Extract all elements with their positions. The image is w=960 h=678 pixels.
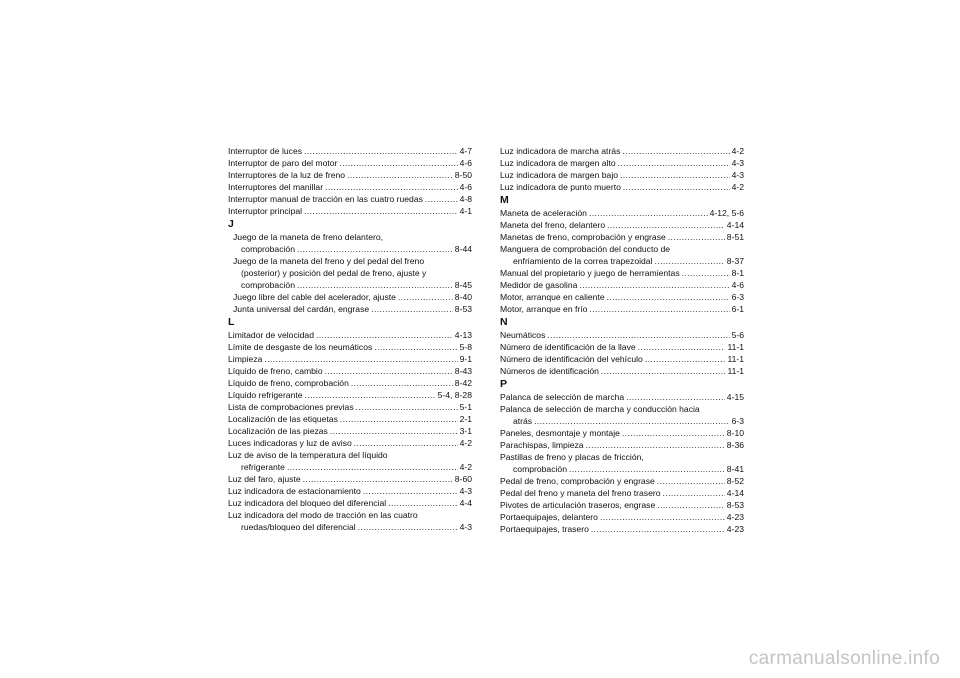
entry-text: Número de identificación de la llave xyxy=(500,342,636,352)
index-entry xyxy=(228,401,472,413)
entry-text: Interruptores de la luz de freno xyxy=(228,170,346,180)
entry-text: Portaequipajes, delantero xyxy=(500,512,598,522)
index-entry xyxy=(228,497,472,509)
dot-leader xyxy=(620,169,730,181)
index-entry xyxy=(500,511,744,523)
entry-page-number: 8-41 xyxy=(726,464,744,474)
dot-leader xyxy=(425,193,458,205)
entry-page-number: 8-52 xyxy=(726,476,744,486)
entry-text: Límite de desgaste de los neumáticos xyxy=(228,342,373,352)
entry-text: Manual del propietario y juego de herramientas xyxy=(500,268,680,278)
dot-leader xyxy=(303,473,453,485)
dot-leader xyxy=(607,291,730,303)
entry-text: Pastillas de freno y placas de fricción, xyxy=(500,452,644,462)
index-entry xyxy=(228,303,472,315)
dot-leader xyxy=(264,353,457,365)
index-entry xyxy=(228,485,472,497)
entry-page-number: 8-43 xyxy=(454,366,472,376)
entry-text: Pedal de freno, comprobación y engrase xyxy=(500,476,655,486)
index-entry xyxy=(500,341,744,353)
entry-text: Junta universal del cardán, engrase xyxy=(233,304,370,314)
index-entry xyxy=(500,267,744,279)
entry-text: Manetas de freno, comprobación y engrase xyxy=(500,232,666,242)
index-entry xyxy=(500,219,744,231)
index-entry xyxy=(500,243,744,267)
entry-page-number: 8-45 xyxy=(454,280,472,290)
index-entry xyxy=(500,329,744,341)
entry-page-number: 4-4 xyxy=(459,498,472,508)
index-entry xyxy=(500,499,744,511)
index-entry xyxy=(228,365,472,377)
index-entry xyxy=(228,389,472,401)
index-entry xyxy=(228,205,472,217)
entry-page-number: 8-36 xyxy=(726,440,744,450)
index-entry xyxy=(228,145,472,157)
index-entry xyxy=(500,475,744,487)
index-entry xyxy=(228,181,472,193)
entry-page-number: 4-2 xyxy=(459,438,472,448)
index-entry xyxy=(228,353,472,365)
index-entry xyxy=(228,425,472,437)
entry-text: Manguera de comprobación del conducto de xyxy=(500,244,671,254)
entry-page-number: 4-1 xyxy=(459,206,472,216)
entry-page-number: 4-8 xyxy=(459,194,472,204)
watermark: carmanualsonline.info xyxy=(748,648,940,669)
dot-leader xyxy=(347,169,453,181)
dot-leader xyxy=(682,267,730,279)
index-column-left xyxy=(228,145,472,533)
entry-page-number: 4-6 xyxy=(459,158,472,168)
dot-leader xyxy=(586,439,725,451)
index-entry xyxy=(228,255,472,291)
dot-leader xyxy=(339,157,457,169)
dot-leader xyxy=(358,521,458,533)
entry-page-number: 4-14 xyxy=(726,220,744,230)
entry-text: comprobación xyxy=(241,280,295,290)
dot-leader xyxy=(645,353,726,365)
entry-text: Interruptor de luces xyxy=(228,146,303,156)
dot-leader xyxy=(589,303,729,315)
entry-text: Interruptor principal xyxy=(228,206,303,216)
entry-text: Luz de aviso de la temperatura del líquido xyxy=(228,450,388,460)
entry-text: comprobación xyxy=(241,244,295,254)
section-letter: P xyxy=(500,378,508,390)
section-letter: N xyxy=(500,316,508,328)
entry-text: ruedas/bloqueo del diferencial xyxy=(241,522,356,532)
index-entry xyxy=(228,169,472,181)
entry-text: Maneta del freno, delantero xyxy=(500,220,606,230)
entry-text: Limpieza xyxy=(228,354,263,364)
entry-text: Luz indicadora de punto muerto xyxy=(500,182,621,192)
entry-text: Luz indicadora de marcha atrás xyxy=(500,146,621,156)
dot-leader xyxy=(388,497,457,509)
dot-leader xyxy=(657,475,725,487)
entry-page-number: 2-1 xyxy=(459,414,472,424)
entry-text: Número de identificación del vehículo xyxy=(500,354,643,364)
entry-text: Pedal del freno y maneta del freno trasero xyxy=(500,488,661,498)
dot-leader xyxy=(668,231,725,243)
index-entry xyxy=(228,413,472,425)
entry-page-number: 5-6 xyxy=(731,330,744,340)
entry-text: Portaequipajes, trasero xyxy=(500,524,589,534)
dot-leader xyxy=(601,365,726,377)
dot-leader xyxy=(371,303,453,315)
entry-page-number: 4-13 xyxy=(454,330,472,340)
dot-leader xyxy=(589,207,708,219)
index-entry xyxy=(500,303,744,315)
entry-page-number: 8-50 xyxy=(454,170,472,180)
dot-leader xyxy=(351,377,453,389)
index-entry xyxy=(500,487,744,499)
section-letter: M xyxy=(500,194,509,206)
entry-text: Líquido de freno, comprobación xyxy=(228,378,349,388)
entry-page-number: 4-23 xyxy=(726,524,744,534)
dot-leader xyxy=(655,255,725,267)
dot-leader xyxy=(663,487,725,499)
entry-text: Luz del faro, ajuste xyxy=(228,474,301,484)
entry-text: Números de identificación xyxy=(500,366,599,376)
index-entry xyxy=(500,391,744,403)
entry-text: Juego de la maneta de freno delantero, xyxy=(233,232,384,242)
entry-page-number: 8-60 xyxy=(454,474,472,484)
entry-page-number: 6-3 xyxy=(731,292,744,302)
dot-leader xyxy=(325,181,458,193)
index-entry xyxy=(228,437,472,449)
dot-leader xyxy=(623,181,730,193)
entry-page-number: 4-23 xyxy=(726,512,744,522)
index-entry xyxy=(500,231,744,243)
dot-leader xyxy=(547,329,729,341)
entry-text: Localización de las piezas xyxy=(228,426,328,436)
entry-text: enfriamiento de la correa trapezoidal xyxy=(513,256,653,266)
entry-page-number: 8-51 xyxy=(726,232,744,242)
dot-leader xyxy=(297,279,453,291)
entry-page-number: 8-1 xyxy=(731,268,744,278)
entry-text: Líquido de freno, cambio xyxy=(228,366,323,376)
index-entry xyxy=(500,427,744,439)
entry-page-number: 5-4, 8-28 xyxy=(437,390,472,400)
index-entry xyxy=(500,523,744,535)
entry-page-number: 8-37 xyxy=(726,256,744,266)
entry-page-number: 4-14 xyxy=(726,488,744,498)
index-entry xyxy=(500,291,744,303)
entry-page-number: 4-3 xyxy=(731,170,744,180)
entry-text: Neumáticos xyxy=(500,330,546,340)
entry-page-number: 4-3 xyxy=(459,522,472,532)
entry-page-number: 4-6 xyxy=(459,182,472,192)
entry-text: Interruptor de paro del motor xyxy=(228,158,338,168)
dot-leader xyxy=(330,425,458,437)
entry-text: Motor, arranque en caliente xyxy=(500,292,605,302)
entry-text: refrigerante xyxy=(241,462,285,472)
index-entry xyxy=(228,157,472,169)
entry-page-number: 4-2 xyxy=(731,146,744,156)
index-entry xyxy=(228,509,472,533)
entry-text: Juego libre del cable del acelerador, ajuste xyxy=(233,292,396,302)
index-entry xyxy=(500,181,744,193)
entry-page-number: 4-6 xyxy=(731,280,744,290)
entry-text: Luz indicadora de margen alto xyxy=(500,158,616,168)
dot-leader xyxy=(297,243,453,255)
entry-page-number: 8-44 xyxy=(454,244,472,254)
entry-text: Luz indicadora del bloqueo del diferencial xyxy=(228,498,387,508)
entry-text: Maneta de aceleración xyxy=(500,208,587,218)
section-letter: J xyxy=(228,218,234,230)
entry-page-number: 8-42 xyxy=(454,378,472,388)
index-entry xyxy=(500,145,744,157)
dot-leader xyxy=(374,341,457,353)
entry-page-number: 4-15 xyxy=(726,392,744,402)
index-entry xyxy=(500,207,744,219)
dot-leader xyxy=(354,437,458,449)
entry-text: Interruptor manual de tracción en las cuatro ruedas xyxy=(228,194,423,204)
entry-page-number: 4-7 xyxy=(459,146,472,156)
dot-leader xyxy=(534,415,729,427)
dot-leader xyxy=(657,499,725,511)
entry-page-number: 5-8 xyxy=(459,342,472,352)
entry-text: Luz indicadora de estacionamiento xyxy=(228,486,361,496)
dot-leader xyxy=(626,391,725,403)
dot-leader xyxy=(304,205,458,217)
entry-text: Parachispas, limpieza xyxy=(500,440,584,450)
index-column-right xyxy=(500,145,744,535)
index-entry xyxy=(500,451,744,475)
entry-page-number: 4-12, 5-6 xyxy=(709,208,744,218)
index-entry xyxy=(500,439,744,451)
entry-text: Luces indicadoras y luz de aviso xyxy=(228,438,352,448)
index-entry xyxy=(500,365,744,377)
dot-leader xyxy=(316,329,453,341)
index-entry xyxy=(228,231,472,255)
dot-leader xyxy=(622,427,725,439)
entry-page-number: 11-1 xyxy=(727,366,744,376)
dot-leader xyxy=(398,291,453,303)
index-entry xyxy=(228,449,472,473)
entry-page-number: 4-3 xyxy=(459,486,472,496)
entry-page-number: 8-10 xyxy=(726,428,744,438)
entry-text: (posterior) y posición del pedal de freno, ajuste y xyxy=(241,268,427,278)
dot-leader xyxy=(579,279,729,291)
entry-page-number: 8-53 xyxy=(454,304,472,314)
dot-leader xyxy=(622,145,729,157)
entry-text: Lista de comprobaciones previas xyxy=(228,402,354,412)
index-entry xyxy=(500,353,744,365)
entry-page-number: 3-1 xyxy=(459,426,472,436)
entry-text: Líquido refrigerante xyxy=(228,390,303,400)
dot-leader xyxy=(325,365,453,377)
section-letter: L xyxy=(228,316,235,328)
index-entry xyxy=(228,291,472,303)
index-entry xyxy=(500,279,744,291)
entry-page-number: 6-1 xyxy=(731,304,744,314)
entry-text: Luz indicadora del modo de tracción en las cuatro xyxy=(228,510,418,520)
index-entry xyxy=(228,377,472,389)
entry-page-number: 5-1 xyxy=(459,402,472,412)
dot-leader xyxy=(591,523,725,535)
entry-text: Palanca de selección de marcha y conducción hacia xyxy=(500,404,700,414)
entry-page-number: 11-1 xyxy=(727,354,744,364)
index-entry xyxy=(228,341,472,353)
entry-page-number: 6-3 xyxy=(731,416,744,426)
entry-text: Medidor de gasolina xyxy=(500,280,578,290)
dot-leader xyxy=(305,389,436,401)
entry-text: Luz indicadora de margen bajo xyxy=(500,170,619,180)
entry-page-number: 8-40 xyxy=(454,292,472,302)
entry-text: comprobación xyxy=(513,464,567,474)
dot-leader xyxy=(304,145,458,157)
entry-text: Paneles, desmontaje y montaje xyxy=(500,428,620,438)
dot-leader xyxy=(607,219,725,231)
entry-text: Limitador de velocidad xyxy=(228,330,314,340)
entry-page-number: 11-1 xyxy=(727,342,744,352)
dot-leader xyxy=(638,341,726,353)
index-entry xyxy=(500,157,744,169)
entry-page-number: 4-3 xyxy=(731,158,744,168)
dot-leader xyxy=(600,511,725,523)
dot-leader xyxy=(569,463,725,475)
dot-leader xyxy=(618,157,730,169)
entry-text: Motor, arranque en frío xyxy=(500,304,588,314)
index-entry xyxy=(228,473,472,485)
entry-page-number: 4-2 xyxy=(731,182,744,192)
entry-text: Localización de las etiquetas xyxy=(228,414,338,424)
entry-text: atrás xyxy=(513,416,533,426)
entry-page-number: 9-1 xyxy=(459,354,472,364)
index-entry xyxy=(228,329,472,341)
dot-leader xyxy=(340,413,458,425)
index-entry xyxy=(500,403,744,427)
dot-leader xyxy=(363,485,458,497)
entry-text: Juego de la maneta del freno y del pedal del freno xyxy=(233,256,425,266)
entry-text: Pivotes de articulación traseros, engrase xyxy=(500,500,656,510)
entry-page-number: 8-53 xyxy=(726,500,744,510)
entry-text: Palanca de selección de marcha xyxy=(500,392,625,402)
index-entry xyxy=(228,193,472,205)
entry-text: Interruptores del manillar xyxy=(228,182,324,192)
entry-page-number: 4-2 xyxy=(459,462,472,472)
dot-leader xyxy=(287,461,458,473)
dot-leader xyxy=(356,401,458,413)
index-entry xyxy=(500,169,744,181)
